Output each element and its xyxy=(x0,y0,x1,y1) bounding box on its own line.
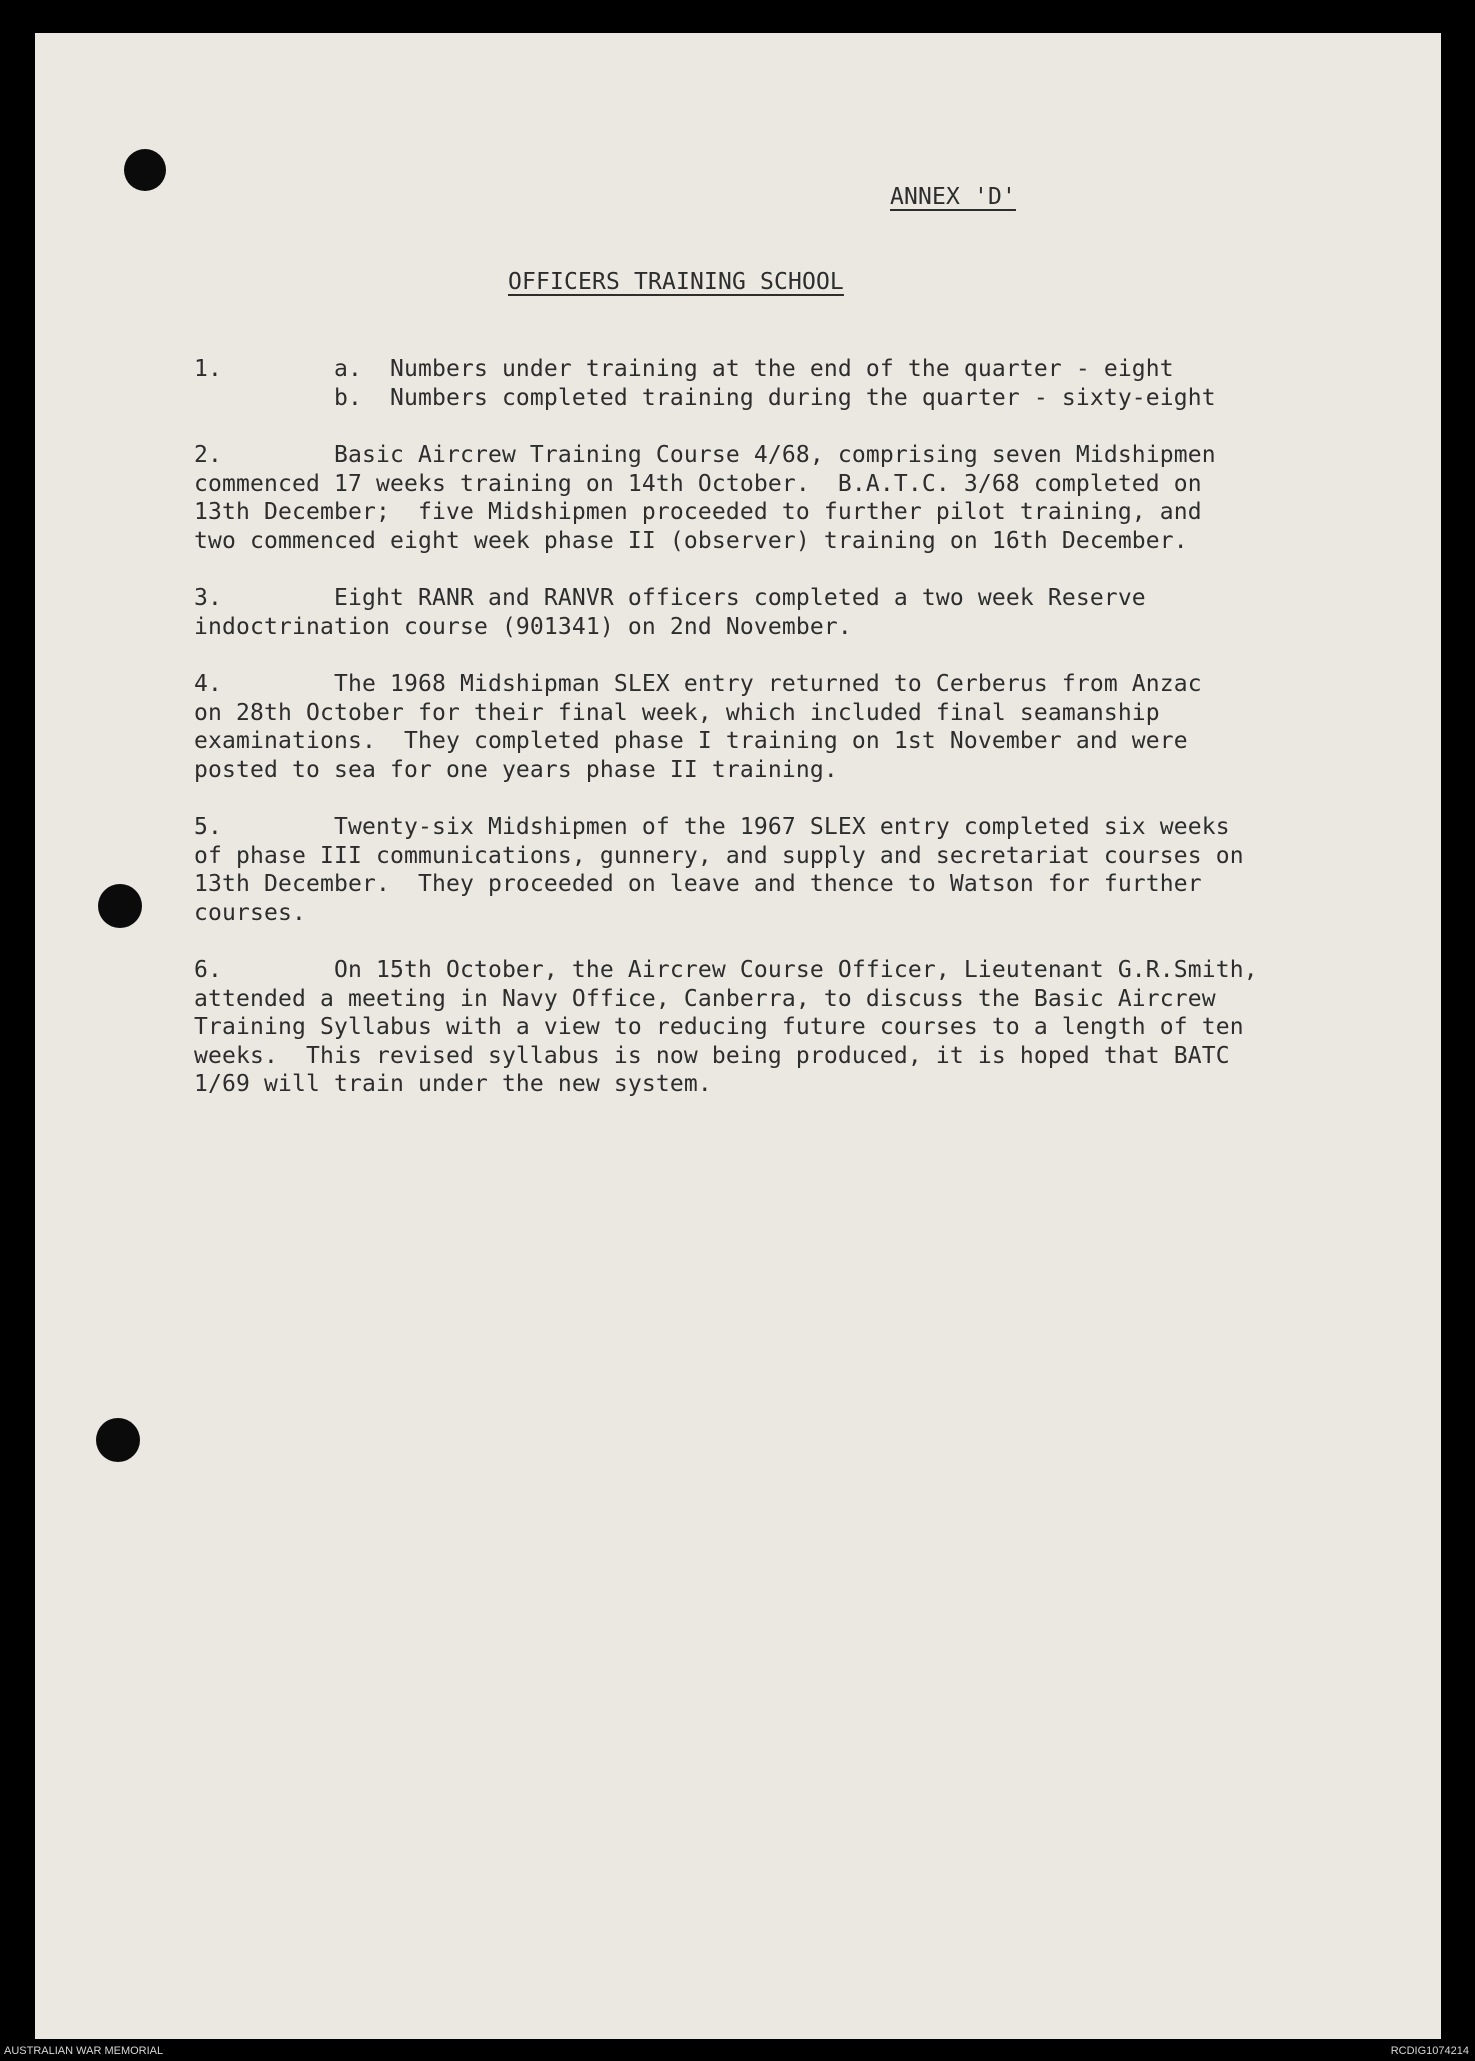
archive-credit: AUSTRALIAN WAR MEMORIAL xyxy=(4,2045,164,2057)
punch-hole xyxy=(98,884,142,928)
paragraph-2: 2. Basic Aircrew Training Course 4/68, comprising seven Midshipmen commenced 17 weeks training on 14th October. B.A.T.C. 3/68 completed on 13th December; five Midshipmen proceeded to further pilot training, and two commenced eight week phase II (observer) training on 16th December. xyxy=(194,442,1216,554)
paragraph-1: 1. a. Numbers under training at the end of the quarter - eight b. Numbers completed training during the quarter - sixty-eight xyxy=(194,356,1216,411)
paragraph-5: 5. Twenty-six Midshipmen of the 1967 SLEX entry completed six weeks of phase III communications, gunnery, and supply and secretariat courses on 13th December. They proceeded on leave and thence to Watson for further courses. xyxy=(194,814,1244,926)
paragraph-4: 4. The 1968 Midshipman SLEX entry returned to Cerberus from Anzac on 28th October for their final week, which included final seamanship examinations. They completed phase I training on 1st November and were posted to sea for one years phase II training. xyxy=(194,671,1202,783)
annex-label: ANNEX 'D' xyxy=(890,184,1016,210)
archive-reference: RCDIG1074214 xyxy=(1390,2045,1469,2057)
punch-hole xyxy=(124,149,166,191)
page-title: OFFICERS TRAINING SCHOOL xyxy=(508,269,844,295)
paragraph-6: 6. On 15th October, the Aircrew Course Officer, Lieutenant G.R.Smith, attended a meeting in Navy Office, Canberra, to discuss the Basic Aircrew Training Syllabus with a view to reducing future courses to a length of ten weeks. This revised syllabus is now being produced, it is hoped that BATC 1/69 will train under the new system. xyxy=(194,957,1258,1097)
paragraph-3: 3. Eight RANR and RANVR officers completed a two week Reserve indoctrination course (901341) on 2nd November. xyxy=(194,585,1146,640)
punch-hole xyxy=(96,1418,140,1462)
